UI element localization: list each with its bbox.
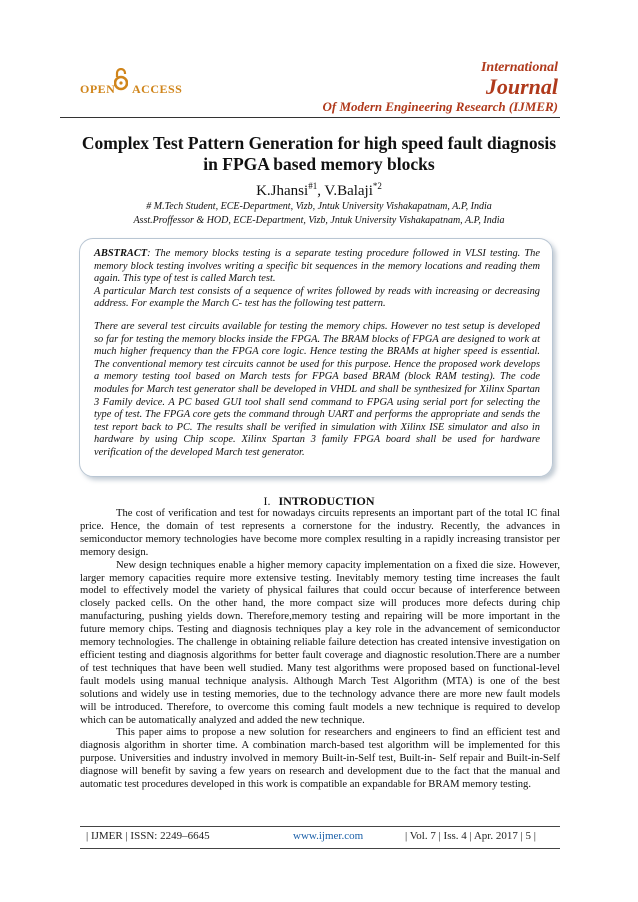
footer-divider bbox=[80, 848, 560, 849]
body-paragraph: The cost of verification and test for nowadays circuits represents an important part of the total IC final price. Hence, the domain of test represents a cornerstone for the industry. Recently, the advances in semiconductor memory technologies have become more complex resulting in a rapidly increasing transistor per memory design. bbox=[80, 508, 560, 558]
abstract-heading: ABSTRACT bbox=[94, 248, 148, 259]
abstract-paragraph bbox=[94, 248, 540, 286]
author-separator: , bbox=[317, 183, 325, 199]
author-list bbox=[60, 181, 578, 200]
header-divider bbox=[60, 117, 560, 118]
introduction-body bbox=[80, 508, 560, 792]
abstract-paragraph: A particular March test consists of a sequence of writes followed by reads with increasing or decreasing address. For example the March C- test has the following test pattern. bbox=[94, 285, 540, 310]
section-title: INTRODUCTION bbox=[278, 494, 375, 508]
affiliation: Asst.Proffessor & HOD, ECE-Department, Vizb, Jntuk University Vishakapatnam, A.P, India bbox=[133, 215, 505, 226]
open-access-logo bbox=[80, 66, 220, 102]
author-marker: *2 bbox=[372, 181, 382, 191]
footer-website-link[interactable]: www.ijmer.com bbox=[293, 830, 364, 842]
paper-title-line1: Complex Test Pattern Generation for high speed fault diagnosis bbox=[81, 133, 557, 153]
open-access-right-text: ACCESS bbox=[132, 82, 183, 96]
section-number: I. bbox=[263, 494, 271, 508]
body-paragraph: This paper aims to propose a new solution for researchers and engineers to find an efficient test and diagnosis algorithm in shorter time. A combination march-based test algorithm will be implemented for this purpose. Universities and industry involved in memory Built-in-Self test, Built-in- Self repair and Built-in-Self diagnose will benefit by saving a few years on research and development due to the fact that the manual and automatic test procedures developed in this work is compatible an expandable for BRAM memory testing. bbox=[80, 727, 560, 791]
abstract-box bbox=[79, 238, 553, 477]
abstract-text: : The memory blocks testing is a separate testing procedure followed in VLSI testing. The memory block testing involves writing a specific bit sequences in the memory locations and reading them again. This type of test is called March test. bbox=[94, 248, 540, 285]
footer-issue-info: | Vol. 7 | Iss. 4 | Apr. 2017 | 5 | bbox=[405, 830, 537, 842]
journal-name-line1: International bbox=[480, 60, 558, 75]
body-paragraph: New design techniques enable a higher memory capacity implementation on a fixed die size. However, larger memory capacities require more extensive testing. Inevitably memory testing time increases the fault model to effectively model the variety of physical failures that could occur because of interference between closely packed cells. On the other hand, the more compact size will produces more defects during chip manufacturing, pushing yields down. Therefore,memory testing and repairing will be more important in the future memory chips. Testing and diagnosis techniques play a key role in the advancement of semiconductor memory technologies. The challenge in obtaining reliable failure detection has created intensive investigation on efficient testing and diagnosis algorithms for better fault coverage and diagnostic resolution.There are a number of test techniques that have been well studied. Many test algorithms were proposed based on functional-level fault models using manual technique analysis. Although March Test Algorithm (MTA) is one of the best solutions and widely use in testing memories, due to the technology advance there are more new fault models will be introduced. Therefore, to overcome this coming fault models a new technique is required to develop which can be automatically analyzed and added the new technique. bbox=[80, 559, 560, 726]
abstract-paragraph: There are several test circuits available for testing the memory chips. However no test setup is developed so far for testing the memory blocks inside the FPGA. The BRAM blocks of FPGA are designed to work at much higher frequency than the FPGA core logic. Hence testing the BRAMs at higher speed is essential. The conventional memory test circuits cannot be used for this purpose. Hence the proposed work develops a memory testing tool based on March tests for FPGA based BRAM (block RAM testing). The code modules for March test generator shall be developed in VHDL and shall be synthesized for Xilinx Spartan 3 Family device. A PC based GUI tool shall send command to FPGA using serial port for selecting the type of test. The FPGA core gets the command through UART and performs the appropriate and sends the test report back to PC. The results shall be verified in simulation with Xilinx ISE simulator and also in hardware by using Chip scope. Xilinx Spartan 3 family FPGA board shall be used for hardware verification of the developed March test generator. bbox=[94, 320, 540, 458]
paper-title bbox=[60, 133, 578, 175]
journal-name-line2: Journal bbox=[485, 74, 558, 99]
journal-name-line3: Of Modern Engineering Research (IJMER) bbox=[322, 99, 558, 114]
footer-journal-info: | IJMER | ISSN: 2249–6645 bbox=[86, 830, 210, 842]
open-lock-icon bbox=[114, 68, 128, 92]
author-name: K.Jhansi bbox=[256, 183, 309, 199]
footer-divider bbox=[80, 826, 560, 827]
author-name: V.Balaji bbox=[324, 183, 373, 199]
affiliation: # M.Tech Student, ECE-Department, Vizb, Jntuk University Vishakapatnam, A.P, India bbox=[146, 201, 492, 212]
abstract-spacer bbox=[94, 311, 540, 321]
open-access-left-text: OPEN bbox=[80, 82, 116, 96]
author-marker: #1 bbox=[308, 181, 318, 191]
paper-title-line2: in FPGA based memory blocks bbox=[203, 154, 435, 174]
section-heading bbox=[60, 494, 578, 509]
